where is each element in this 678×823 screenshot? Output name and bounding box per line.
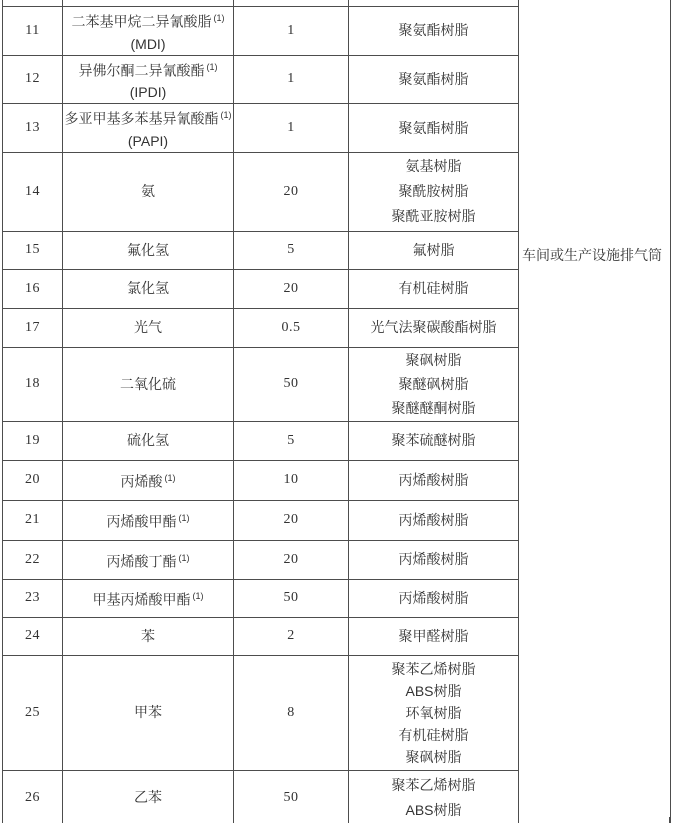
pollutant-name-text: 氯化氢: [127, 280, 169, 297]
cell-resin-types: [349, 7, 519, 56]
cell-resin-types: [349, 460, 519, 500]
pollutant-name-line: [63, 506, 233, 535]
pollutant-name-text: 二苯基甲烷二异氰酸脂: [71, 13, 212, 30]
resin-type-line: 聚酰亚胺树脂: [391, 208, 476, 225]
cell-limit-value: 50: [234, 347, 349, 421]
resin-type-line: 氟树脂: [412, 241, 455, 258]
pollutant-name-text: 异佛尔酮二异氰酸酯: [78, 62, 205, 79]
cell-seq-no: 11: [3, 7, 63, 56]
cell-limit-value: 1: [234, 7, 349, 56]
cell-resin-types: [349, 500, 519, 540]
cell-seq-no: 25: [3, 655, 63, 770]
cell-limit-value: 20: [234, 152, 349, 231]
cell-limit-value: 0.5: [234, 308, 349, 347]
pollutant-name-line: [63, 700, 233, 725]
cell-pollutant-name: [63, 500, 234, 540]
resin-type-line: 氨基树脂: [405, 158, 462, 175]
pollutant-abbrev: (IPDI): [129, 84, 167, 101]
cell-limit-value: 2: [234, 617, 349, 655]
pollutant-name-text: 甲苯: [134, 704, 162, 721]
cell-pollutant-name: [63, 421, 234, 460]
pollutant-name-line: [63, 179, 233, 204]
resin-type-line: ABS树脂: [405, 682, 462, 699]
cell-resin-types: [349, 55, 519, 104]
pollutant-name-text: 光气: [134, 319, 162, 336]
resin-type-line: 环氧树脂: [405, 704, 462, 721]
cell-pollutant-name: [63, 104, 234, 153]
footnote-marker: (1): [178, 513, 190, 524]
pollutant-name-line: [63, 466, 233, 495]
cell-seq-no: 16: [3, 269, 63, 308]
pollutant-name-text: 甲基丙烯酸甲酯: [92, 591, 191, 608]
resin-type-line: 有机硅树脂: [398, 280, 469, 297]
cell-pollutant-name: [63, 152, 234, 231]
cell-resin-types: [349, 421, 519, 460]
cell-resin-types: [349, 770, 519, 823]
cell-resin-types: [349, 269, 519, 308]
cell-pollutant-name: [63, 579, 234, 617]
resin-type-line: 聚酰胺树脂: [398, 183, 469, 200]
pollutant-limits-table: [2, 0, 671, 823]
pollutant-name-text: 丙烯酸甲酯: [106, 513, 177, 530]
resin-type-line: ABS树脂: [405, 801, 462, 818]
resin-type-line: 丙烯酸树脂: [398, 511, 469, 528]
resin-type-line: 丙烯酸树脂: [398, 589, 469, 606]
pollutant-name-line: [63, 624, 233, 649]
pollutant-name-line: [63, 584, 233, 613]
exhaust-outlet-label: 车间或生产设施排气筒: [522, 247, 662, 263]
resin-type-line: 聚氨酯树脂: [398, 22, 469, 39]
cell-resin-types: [349, 308, 519, 347]
cell-resin-types: [349, 617, 519, 655]
resin-type-line: 聚苯乙烯树脂: [391, 776, 476, 793]
resin-type-line: 聚醚醚酮树脂: [391, 400, 476, 417]
cell-limit-value: 10: [234, 460, 349, 500]
cell-seq-no: 19: [3, 421, 63, 460]
footnote-marker: (1): [220, 110, 232, 121]
cell-seq-no: 15: [3, 231, 63, 269]
cell-resin-types: [349, 347, 519, 421]
pollutant-name-text: 丙烯酸: [120, 473, 163, 490]
pollutant-name-text: 硫化氢: [127, 432, 169, 449]
pollutant-name-line: [63, 785, 233, 810]
pollutant-name-line: [63, 276, 233, 301]
pollutant-name-text: 氨: [141, 183, 155, 200]
resin-type-line: 聚醚砜树脂: [398, 376, 469, 393]
resin-type-line: 光气法聚碳酸酯树脂: [370, 319, 497, 336]
cell-pollutant-name: [63, 770, 234, 823]
cell-pollutant-name: [63, 655, 234, 770]
cell-pollutant-name: [63, 540, 234, 579]
cell-seq-no: 23: [3, 579, 63, 617]
table-border-stub-right: [669, 817, 670, 823]
pollutant-name-line: [63, 372, 233, 397]
table-border-stub-left: [518, 817, 519, 823]
cell-pollutant-name: [63, 55, 234, 104]
cell-seq-no: 24: [3, 617, 63, 655]
cell-seq-no: 13: [3, 104, 63, 153]
cell-seq-no: 17: [3, 308, 63, 347]
resin-type-line: 聚甲醛树脂: [398, 627, 469, 644]
pollutant-name-text: 氟化氢: [127, 241, 169, 258]
cell-limit-value: 1: [234, 55, 349, 104]
resin-type-line: 聚氨酯树脂: [398, 70, 469, 87]
resin-type-line: 聚苯硫醚树脂: [391, 432, 476, 449]
pollutant-name-text: 乙苯: [134, 789, 162, 806]
pollutant-name-line: [63, 56, 233, 82]
cell-pollutant-name: [63, 7, 234, 56]
pollutant-name-line: [63, 546, 233, 575]
cell-limit-value: 5: [234, 231, 349, 269]
resin-type-line: 有机硅树脂: [398, 726, 469, 743]
cell-limit-value: 1: [234, 104, 349, 153]
cell-pollutant-name: [63, 460, 234, 500]
footnote-marker: (1): [206, 61, 218, 72]
cell-pollutant-name: [63, 269, 234, 308]
cell-limit-value: 20: [234, 500, 349, 540]
cell-resin-types: [349, 579, 519, 617]
cell-limit-value: 50: [234, 770, 349, 823]
footnote-marker: (1): [192, 591, 204, 602]
cell-seq-no: 20: [3, 460, 63, 500]
cell-pollutant-name: [63, 308, 234, 347]
cell-resin-types: [349, 655, 519, 770]
cell-resin-types: [349, 104, 519, 153]
cell-limit-value: 20: [234, 540, 349, 579]
pollutant-abbrev: (PAPI): [127, 132, 169, 149]
pollutant-name-line: [63, 7, 233, 33]
cell-pollutant-name: [63, 231, 234, 269]
cell-pollutant-name: [63, 617, 234, 655]
pollutant-name-line: [63, 104, 233, 130]
pollutant-name-text: 苯: [141, 627, 155, 644]
pollutant-abbrev: (MDI): [130, 35, 166, 52]
resin-type-line: 聚砜树脂: [405, 352, 462, 369]
pollutant-name-text: 多亚甲基多苯基异氰酸酯: [64, 110, 219, 127]
cell-seq-no: 26: [3, 770, 63, 823]
resin-type-line: 丙烯酸树脂: [398, 471, 469, 488]
cell-limit-value: 8: [234, 655, 349, 770]
merged-cell-exhaust-outlet: [519, 0, 671, 823]
cell-seq-no: 22: [3, 540, 63, 579]
cell-resin-types: [349, 231, 519, 269]
footnote-marker: (1): [178, 552, 190, 563]
resin-type-line: 聚苯乙烯树脂: [391, 660, 476, 677]
footnote-marker: (1): [213, 13, 225, 23]
pollutant-name-line: [63, 428, 233, 453]
cell-seq-no: 14: [3, 152, 63, 231]
pollutant-name-text: 丙烯酸丁酯: [106, 553, 177, 570]
resin-type-line: 聚砜树脂: [405, 748, 462, 765]
resin-type-line: 聚氨酯树脂: [398, 119, 469, 136]
pollutant-name-line: [63, 315, 233, 340]
cell-seq-no: 12: [3, 55, 63, 104]
pollutant-name-line: [63, 238, 233, 263]
cell-limit-value: 5: [234, 421, 349, 460]
pollutant-name-text: 二氧化硫: [120, 375, 176, 392]
cell-seq-no: 18: [3, 347, 63, 421]
resin-type-line: 丙烯酸树脂: [398, 551, 469, 568]
footnote-marker: (1): [164, 473, 176, 484]
cell-resin-types: [349, 540, 519, 579]
cell-pollutant-name: [63, 347, 234, 421]
cell-limit-value: 20: [234, 269, 349, 308]
cell-seq-no: 21: [3, 500, 63, 540]
cell-resin-types: [349, 152, 519, 231]
cell-limit-value: 50: [234, 579, 349, 617]
